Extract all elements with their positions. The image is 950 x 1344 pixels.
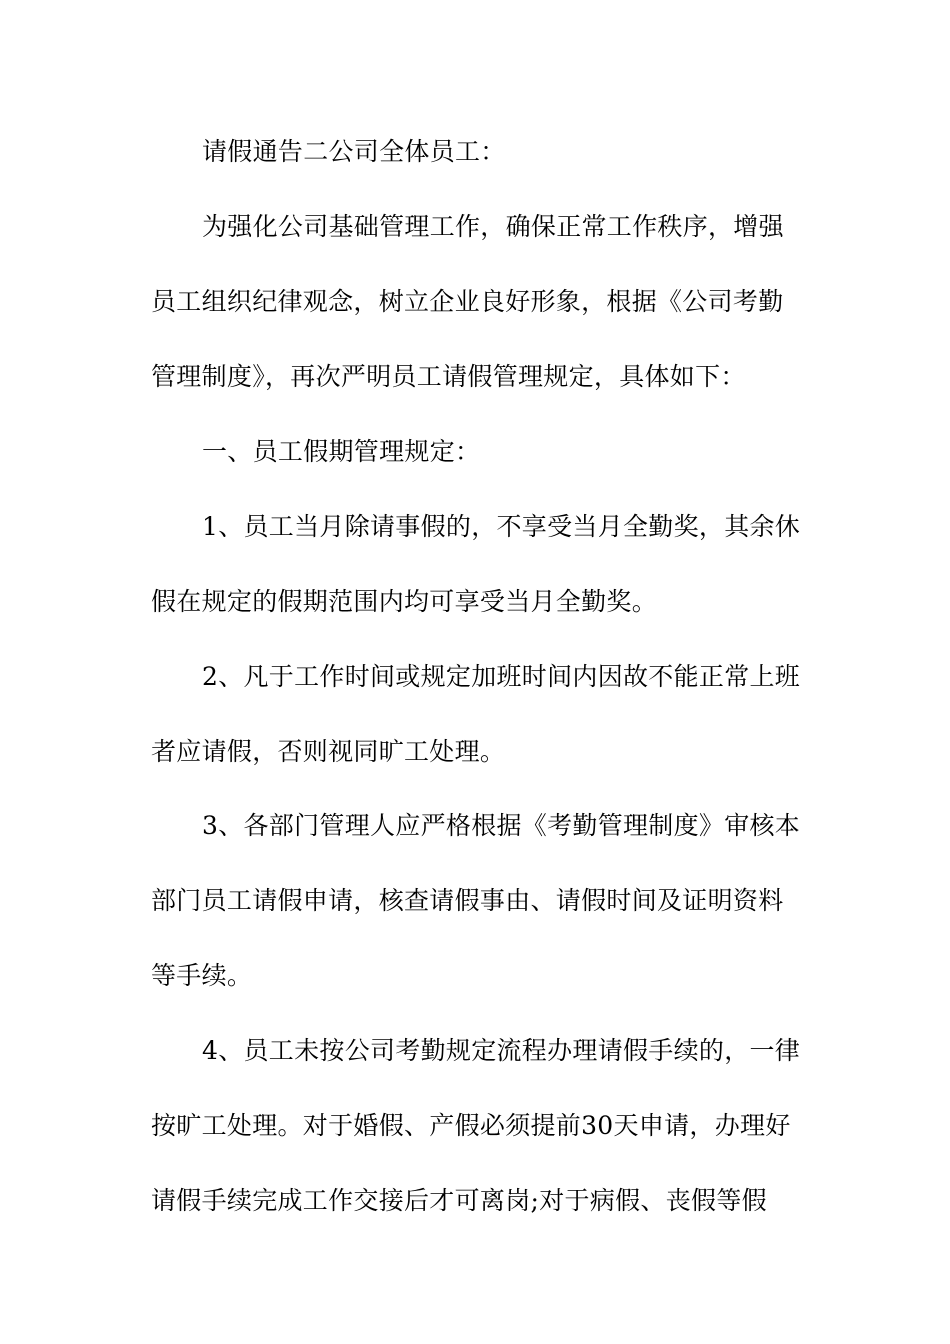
document-line-5: 一、员工假期管理规定： [202,437,481,466]
document-line-7: 假在规定的假期范围内均可享受当月全勤奖。 [151,587,658,616]
document-line-4: 管理制度》，再次严明员工请假管理规定，具体如下： [151,362,746,391]
document-line-11: 部门员工请假申请，核查请假事由、请假时间及证明资料 [151,886,784,915]
document-line-9: 者应请假，否则视同旷工处理。 [151,737,506,766]
document-line-10: 3、各部门管理人应严格根据《考勤管理制度》审核本 [202,811,801,840]
document-line-6: 1、员工当月除请事假的，不享受当月全勤奖，其余休 [202,512,801,541]
document-line-1: 请假通告二公司全体员工： [202,137,506,166]
document-line-8: 2、凡于工作时间或规定加班时间内因故不能正常上班 [202,662,801,691]
document-line-2: 为强化公司基础管理工作，确保正常工作秩序，增强 [202,212,784,241]
document-line-3: 员工组织纪律观念，树立企业良好形象，根据《公司考勤 [151,287,784,316]
document-line-12: 等手续。 [151,961,253,990]
document-line-13: 4、员工未按公司考勤规定流程办理请假手续的，一律 [202,1036,801,1065]
document-line-14: 按旷工处理。对于婚假、产假必须提前30天申请，办理好 [151,1111,791,1140]
document-line-15: 请假手续完成工作交接后才可离岗;对于病假、丧假等假 [151,1186,767,1215]
